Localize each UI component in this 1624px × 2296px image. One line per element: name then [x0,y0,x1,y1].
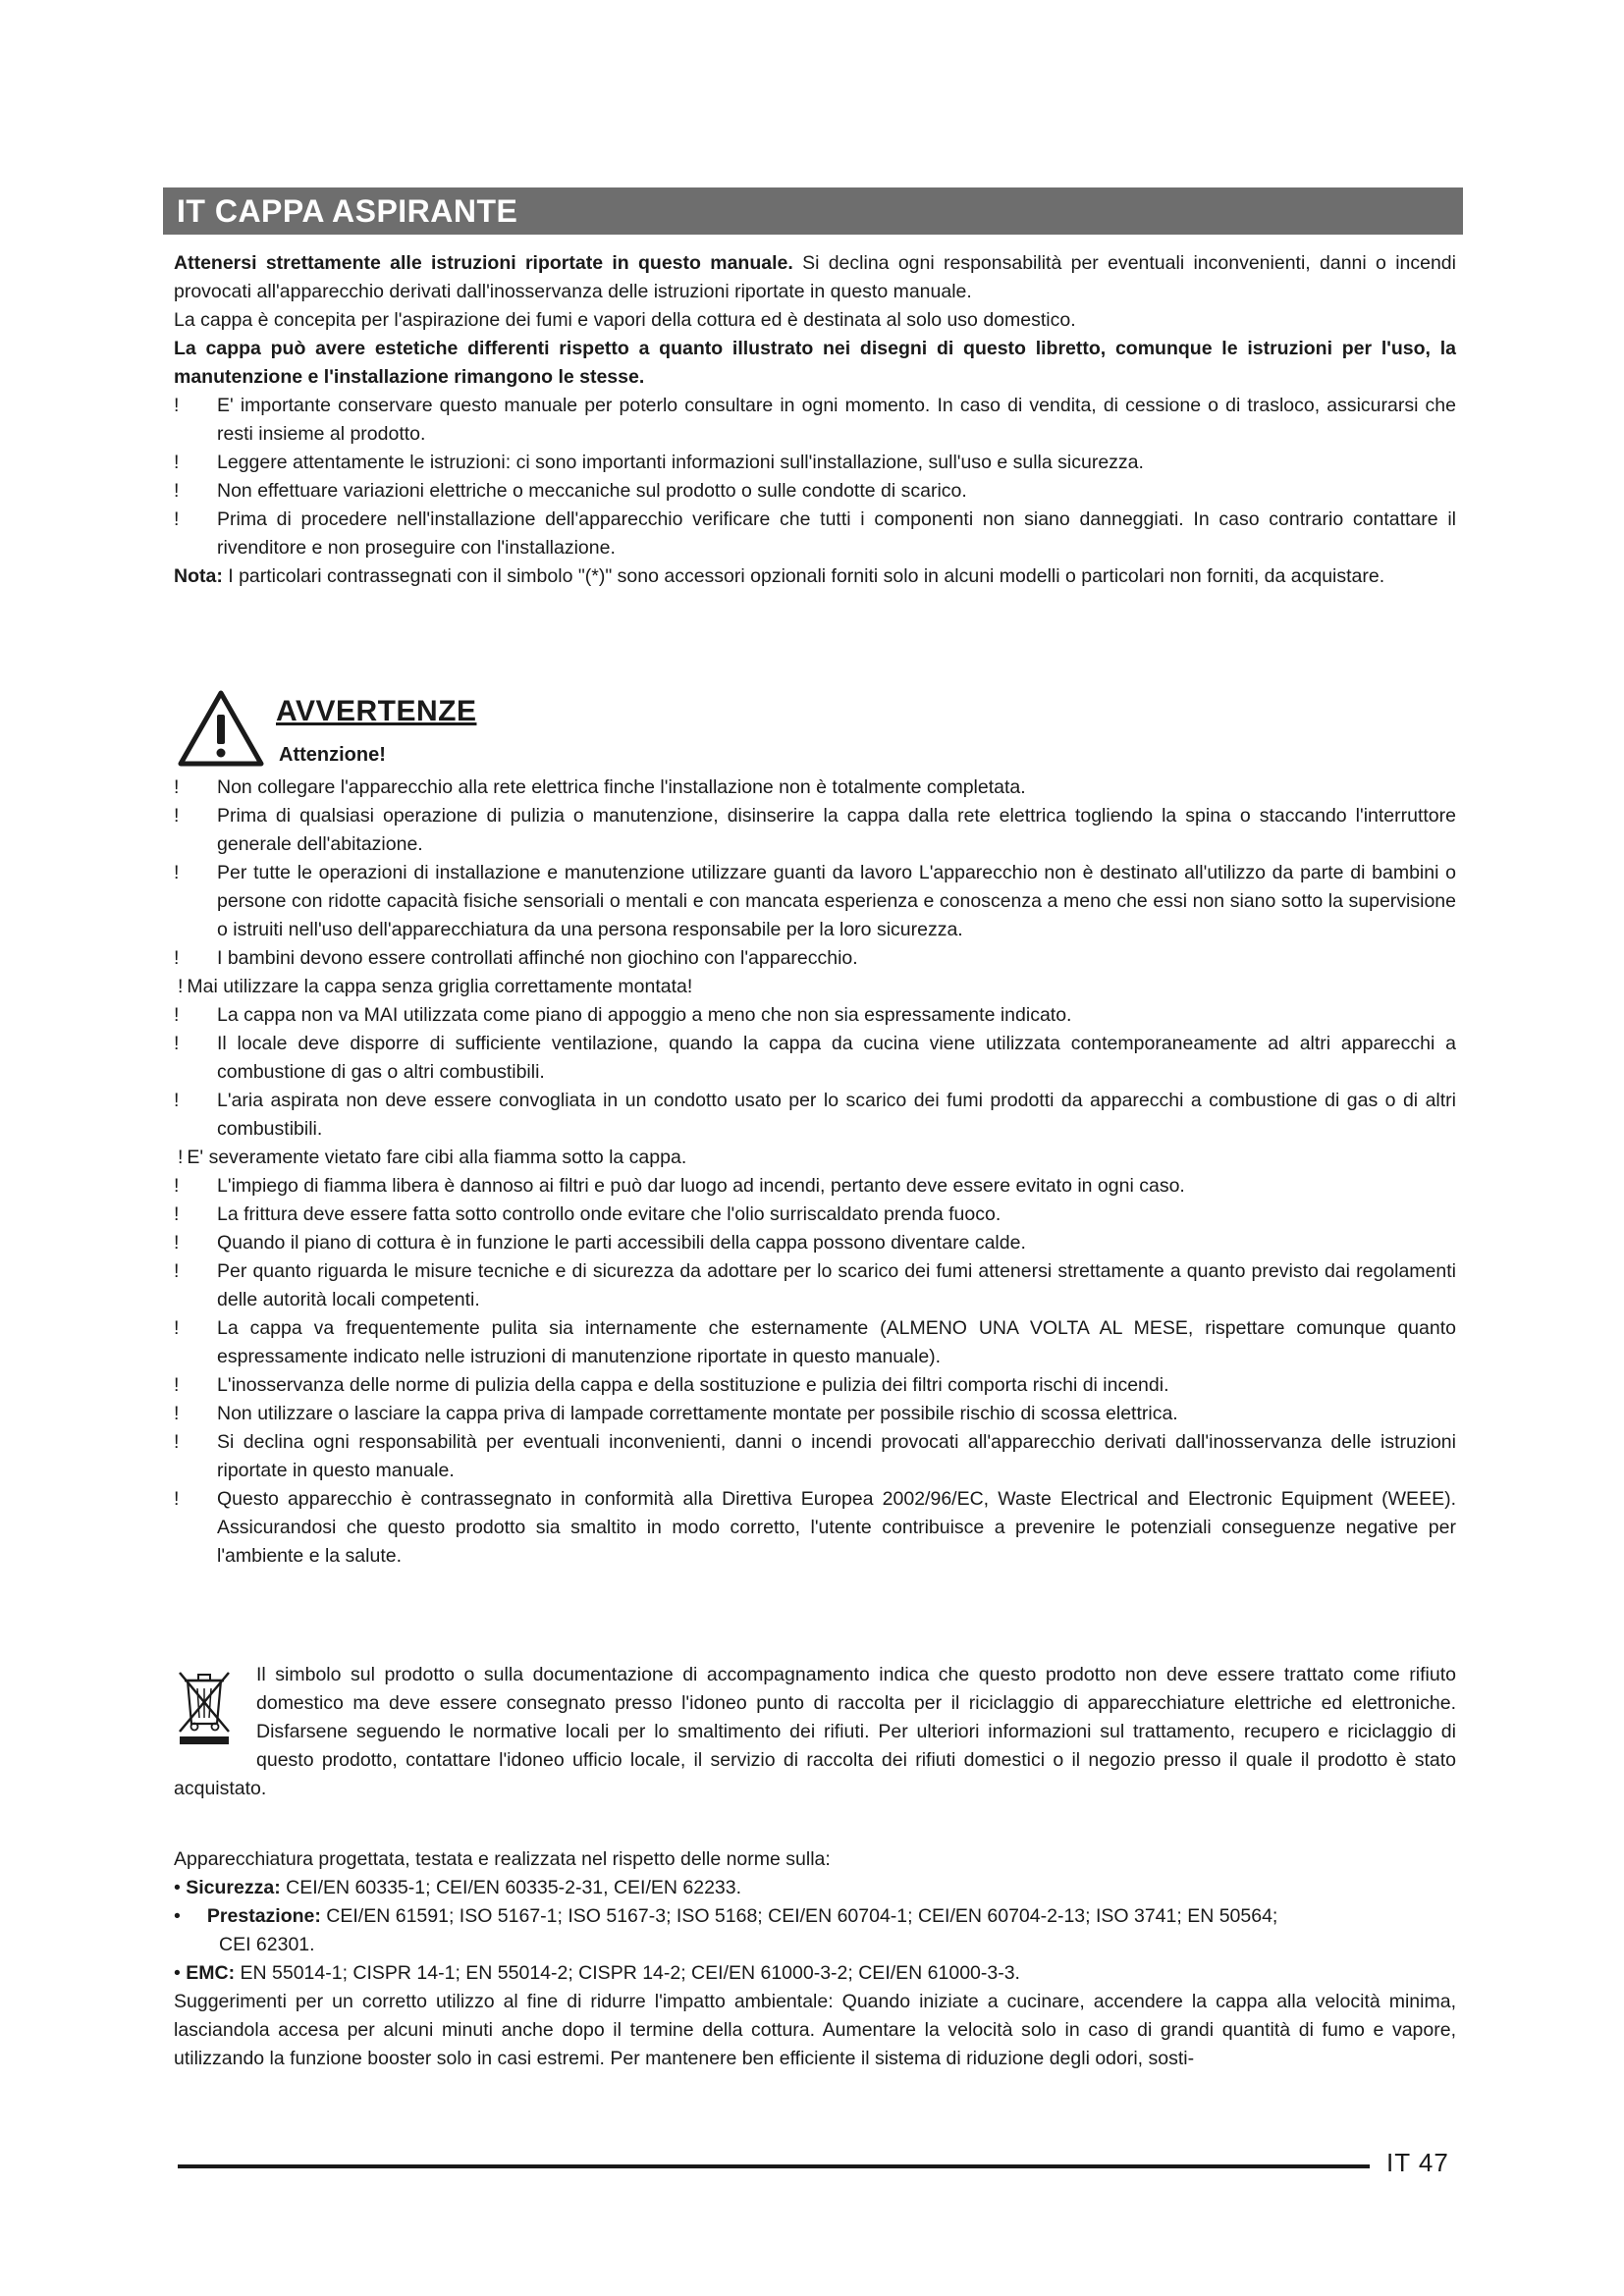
intro-paragraph-2: La cappa è concepita per l'aspirazione dei fumi e vapori della cottura ed è destinata al solo uso domestico. [174,309,1076,331]
warning-item: ! I bambini devono essere controllati affinché non giochino con l'apparecchio. [174,944,1456,973]
warning-item: ! L'impiego di fiamma libera è dannoso ai filtri e può dar luogo ad incendi, pertanto deve essere evitato in ogni caso. [174,1172,1456,1201]
list-item: ! Non effettuare variazioni elettriche o meccaniche sul prodotto o sulle condotte di scarico. [174,477,1456,506]
exclamation-mark: ! [174,508,180,530]
exclamation-mark: ! [174,1175,180,1197]
exclamation-mark: ! [174,452,180,473]
norms-section [174,1845,1456,2073]
exclamation-mark: ! [174,1004,180,1026]
weee-section [174,1661,1456,1803]
warnings-header [177,687,766,781]
exclamation-mark: ! [174,1260,180,1282]
exclamation-mark: ! [174,1090,180,1111]
note-text: I particolari contrassegnati con il simbolo "(*)" sono accessori opzionali forniti solo in alcuni modelli o particolari non forniti, da acquistare. [222,565,1385,587]
warning-item: ! Si declina ogni responsabilità per eventuali inconvenienti, danni o incendi provocati all'apparecchio derivati dall'inosservanza delle istruzioni riportate in questo manuale. [174,1428,1456,1485]
exclamation-mark: ! [174,1403,180,1424]
bullet: • [174,1877,181,1898]
intro-bold-lead: Attenersi strettamente alle istruzioni riportate in questo manuale. [174,252,793,274]
warning-item: ! Per quanto riguarda le misure tecniche e di sicurezza da adottare per lo scarico dei fumi attenersi strettamente a quanto previsto dai regolamenti delle autorità locali competenti. [174,1257,1456,1314]
norm-safety-label: Sicurezza: [186,1877,281,1898]
intro-section [174,249,1456,591]
list-item: ! E' importante conservare questo manuale per poterlo consultare in ogni momento. In caso di vendita, di cessione o di trasloco, assicurarsi che resti insieme al prodotto. [174,392,1456,449]
warning-item: ! La frittura deve essere fatta sotto controllo onde evitare che l'olio surriscaldato prenda fuoco. [174,1201,1456,1229]
intro-paragraph-1-rest: Si declina ogni responsabilità per eventuali inconvenienti, danni o incendi provocati all'apparecchio derivati dall'inosservanza delle istruzioni riportate in questo manuale. [174,252,1456,302]
norm-performance-label: Prestazione: [206,1905,321,1927]
intro-note [174,562,1456,591]
warning-item: ! Non utilizzare o lasciare la cappa priva di lampade correttamente montate per possibile rischio di scossa elettrica. [174,1400,1456,1428]
section-title: IT CAPPA ASPIRANTE [163,187,1463,235]
warnings-subtitle: Attenzione! [279,744,386,766]
exclamation-mark: ! [174,805,180,827]
bullet: • [174,1905,181,1927]
exclamation-mark: ! [174,1488,180,1510]
warning-item: ! La cappa non va MAI utilizzata come piano di appoggio a meno che non sia espressamente indicato. [174,1001,1456,1030]
exclamation-mark: ! [178,976,184,997]
norm-performance-cont: CEI 62301. [219,1934,315,1955]
intro-paragraph-3: La cappa può avere estetiche differenti rispetto a quanto illustrato nei disegni di questo libretto, comunque le istruzioni per l'uso, la manutenzione e l'installazione rimangono le stesse. [174,338,1456,388]
exclamation-mark: ! [174,1431,180,1453]
norms-intro: Apparecchiatura progettata, testata e realizzata nel rispetto delle norme sulla: [174,1848,831,1870]
norm-performance: • Prestazione: CEI/EN 61591; ISO 5167-1; ISO 5167-3; ISO 5168; CEI/EN 60704-1; CEI/EN 60704-2-13; ISO 3741; EN 50564; [174,1905,1278,1927]
warning-triangle-icon [177,689,265,768]
page-number: IT 47 [1386,2148,1449,2177]
exclamation-mark: ! [178,1147,184,1168]
list-item: ! Leggere attentamente le istruzioni: ci sono importanti informazioni sull'installazione, sull'uso e sulla sicurezza. [174,449,1456,477]
norm-emc: • EMC: EN 55014-1; CISPR 14-1; EN 55014-2; CISPR 14-2; CEI/EN 61000-3-2; CEI/EN 61000-3-3. [174,1962,1020,1984]
weee-paragraph: Il simbolo sul prodotto o sulla documentazione di accompagnamento indica che questo prodotto non deve essere trattato come rifiuto domestico ma deve essere consegnato presso l'idoneo punto di raccolta per il riciclaggio di apparecchiature elettriche ed elettroniche. Disfarsene seguendo le normative locali per lo smaltimento dei rifiuti. Per ulteriori informazioni sul trattamento, recupero e riciclaggio di questo prodotto, contattare l'idoneo ufficio locale, il servizio di raccolta dei rifiuti domestici o il negozio presso il quale il prodotto è stato acquistato. [174,1664,1456,1799]
warning-item: ! Quando il piano di cottura è in funzione le parti accessibili della cappa possono diventare calde. [174,1229,1456,1257]
warning-item: ! Mai utilizzare la cappa senza griglia correttamente montata! [178,976,693,997]
warnings-title: AVVERTENZE [276,695,477,727]
suggestions-paragraph: Suggerimenti per un corretto utilizzo al fine di ridurre l'impatto ambientale: Quando iniziate a cucinare, accendere la cappa alla velocità minima, lasciandola accesa per alcuni minuti anche dopo il termine della cottura. Aumentare la velocità solo in caso di grandi quantità di fumo e vapore, utilizzando la funzione booster solo in casi estremi. Per mantenere ben efficiente il sistema di riduzione degli odori, sosti- [174,1991,1456,2069]
exclamation-mark: ! [174,1374,180,1396]
warning-item: ! L'inosservanza delle norme di pulizia della cappa e della sostituzione e pulizia dei filtri comporta rischi di incendi. [174,1371,1456,1400]
warning-item: ! Prima di qualsiasi operazione di pulizia o manutenzione, disinserire la cappa dalla rete elettrica togliendo la spina o staccando l'interruttore generale dell'abitazione. [174,802,1456,859]
note-label: Nota: [174,565,223,587]
warning-item: ! L'aria aspirata non deve essere convogliata in un condotto usato per lo scarico dei fumi prodotti da apparecchi a combustione di gas o di altri combustibili. [174,1087,1456,1144]
warning-item: ! La cappa va frequentemente pulita sia internamente che esternamente (ALMENO UNA VOLTA AL MESE, rispettare comunque quanto espressamente indicato nelle istruzioni di manutenzione riportate in questo manuale). [174,1314,1456,1371]
exclamation-mark: ! [174,947,180,969]
warning-item: ! Questo apparecchio è contrassegnato in conformità alla Direttiva Europea 2002/96/EC, Waste Electrical and Electronic Equipment (WEEE). Assicurandosi che questo prodotto sia smaltito in modo corretto, l'utente contribuisce a prevenire le potenziali conseguenze negative per l'ambiente e la salute. [174,1485,1456,1571]
list-item: ! Prima di procedere nell'installazione dell'apparecchio verificare che tutti i componenti non siano danneggiati. In caso contrario contattare il rivenditore e non proseguire con l'installazione. [174,506,1456,562]
intro-paragraph-1 [174,249,1456,306]
intro-list [174,392,1456,562]
warnings-list [174,774,1456,1571]
exclamation-mark: ! [174,1317,180,1339]
warning-item: ! E' severamente vietato fare cibi alla fiamma sotto la cappa. [178,1147,687,1168]
crossed-bin-icon [176,1667,233,1745]
bullet: • [174,1962,181,1984]
warning-item: ! Non collegare l'apparecchio alla rete elettrica finche l'installazione non è totalmente completata. [174,774,1456,802]
footer-rule [178,2164,1370,2168]
exclamation-mark: ! [174,1203,180,1225]
exclamation-mark: ! [174,1232,180,1254]
warnings-section [174,774,1456,1571]
warning-item: ! Per tutte le operazioni di installazione e manutenzione utilizzare guanti da lavoro L'apparecchio non è destinato all'utilizzo da parte di bambini o persone con ridotte capacità fisiche sensoriali o mentali e con mancata esperienza e conoscenza a meno che essi non siano sotto la supervisione o istruiti nell'uso dell'apparecchiatura da una persona responsabile per la loro sicurezza. [174,859,1456,944]
exclamation-mark: ! [174,776,180,798]
norm-emc-label: EMC: [186,1962,236,1984]
exclamation-mark: ! [174,1033,180,1054]
exclamation-mark: ! [174,862,180,883]
exclamation-mark: ! [174,480,180,502]
exclamation-mark: ! [174,395,180,416]
norm-safety: • Sicurezza: CEI/EN 60335-1; CEI/EN 60335-2-31, CEI/EN 62233. [174,1877,742,1898]
warning-item: ! Il locale deve disporre di sufficiente ventilazione, quando la cappa da cucina viene utilizzata contemporaneamente ad altri apparecchi a combustione di gas o altri combustibili. [174,1030,1456,1087]
